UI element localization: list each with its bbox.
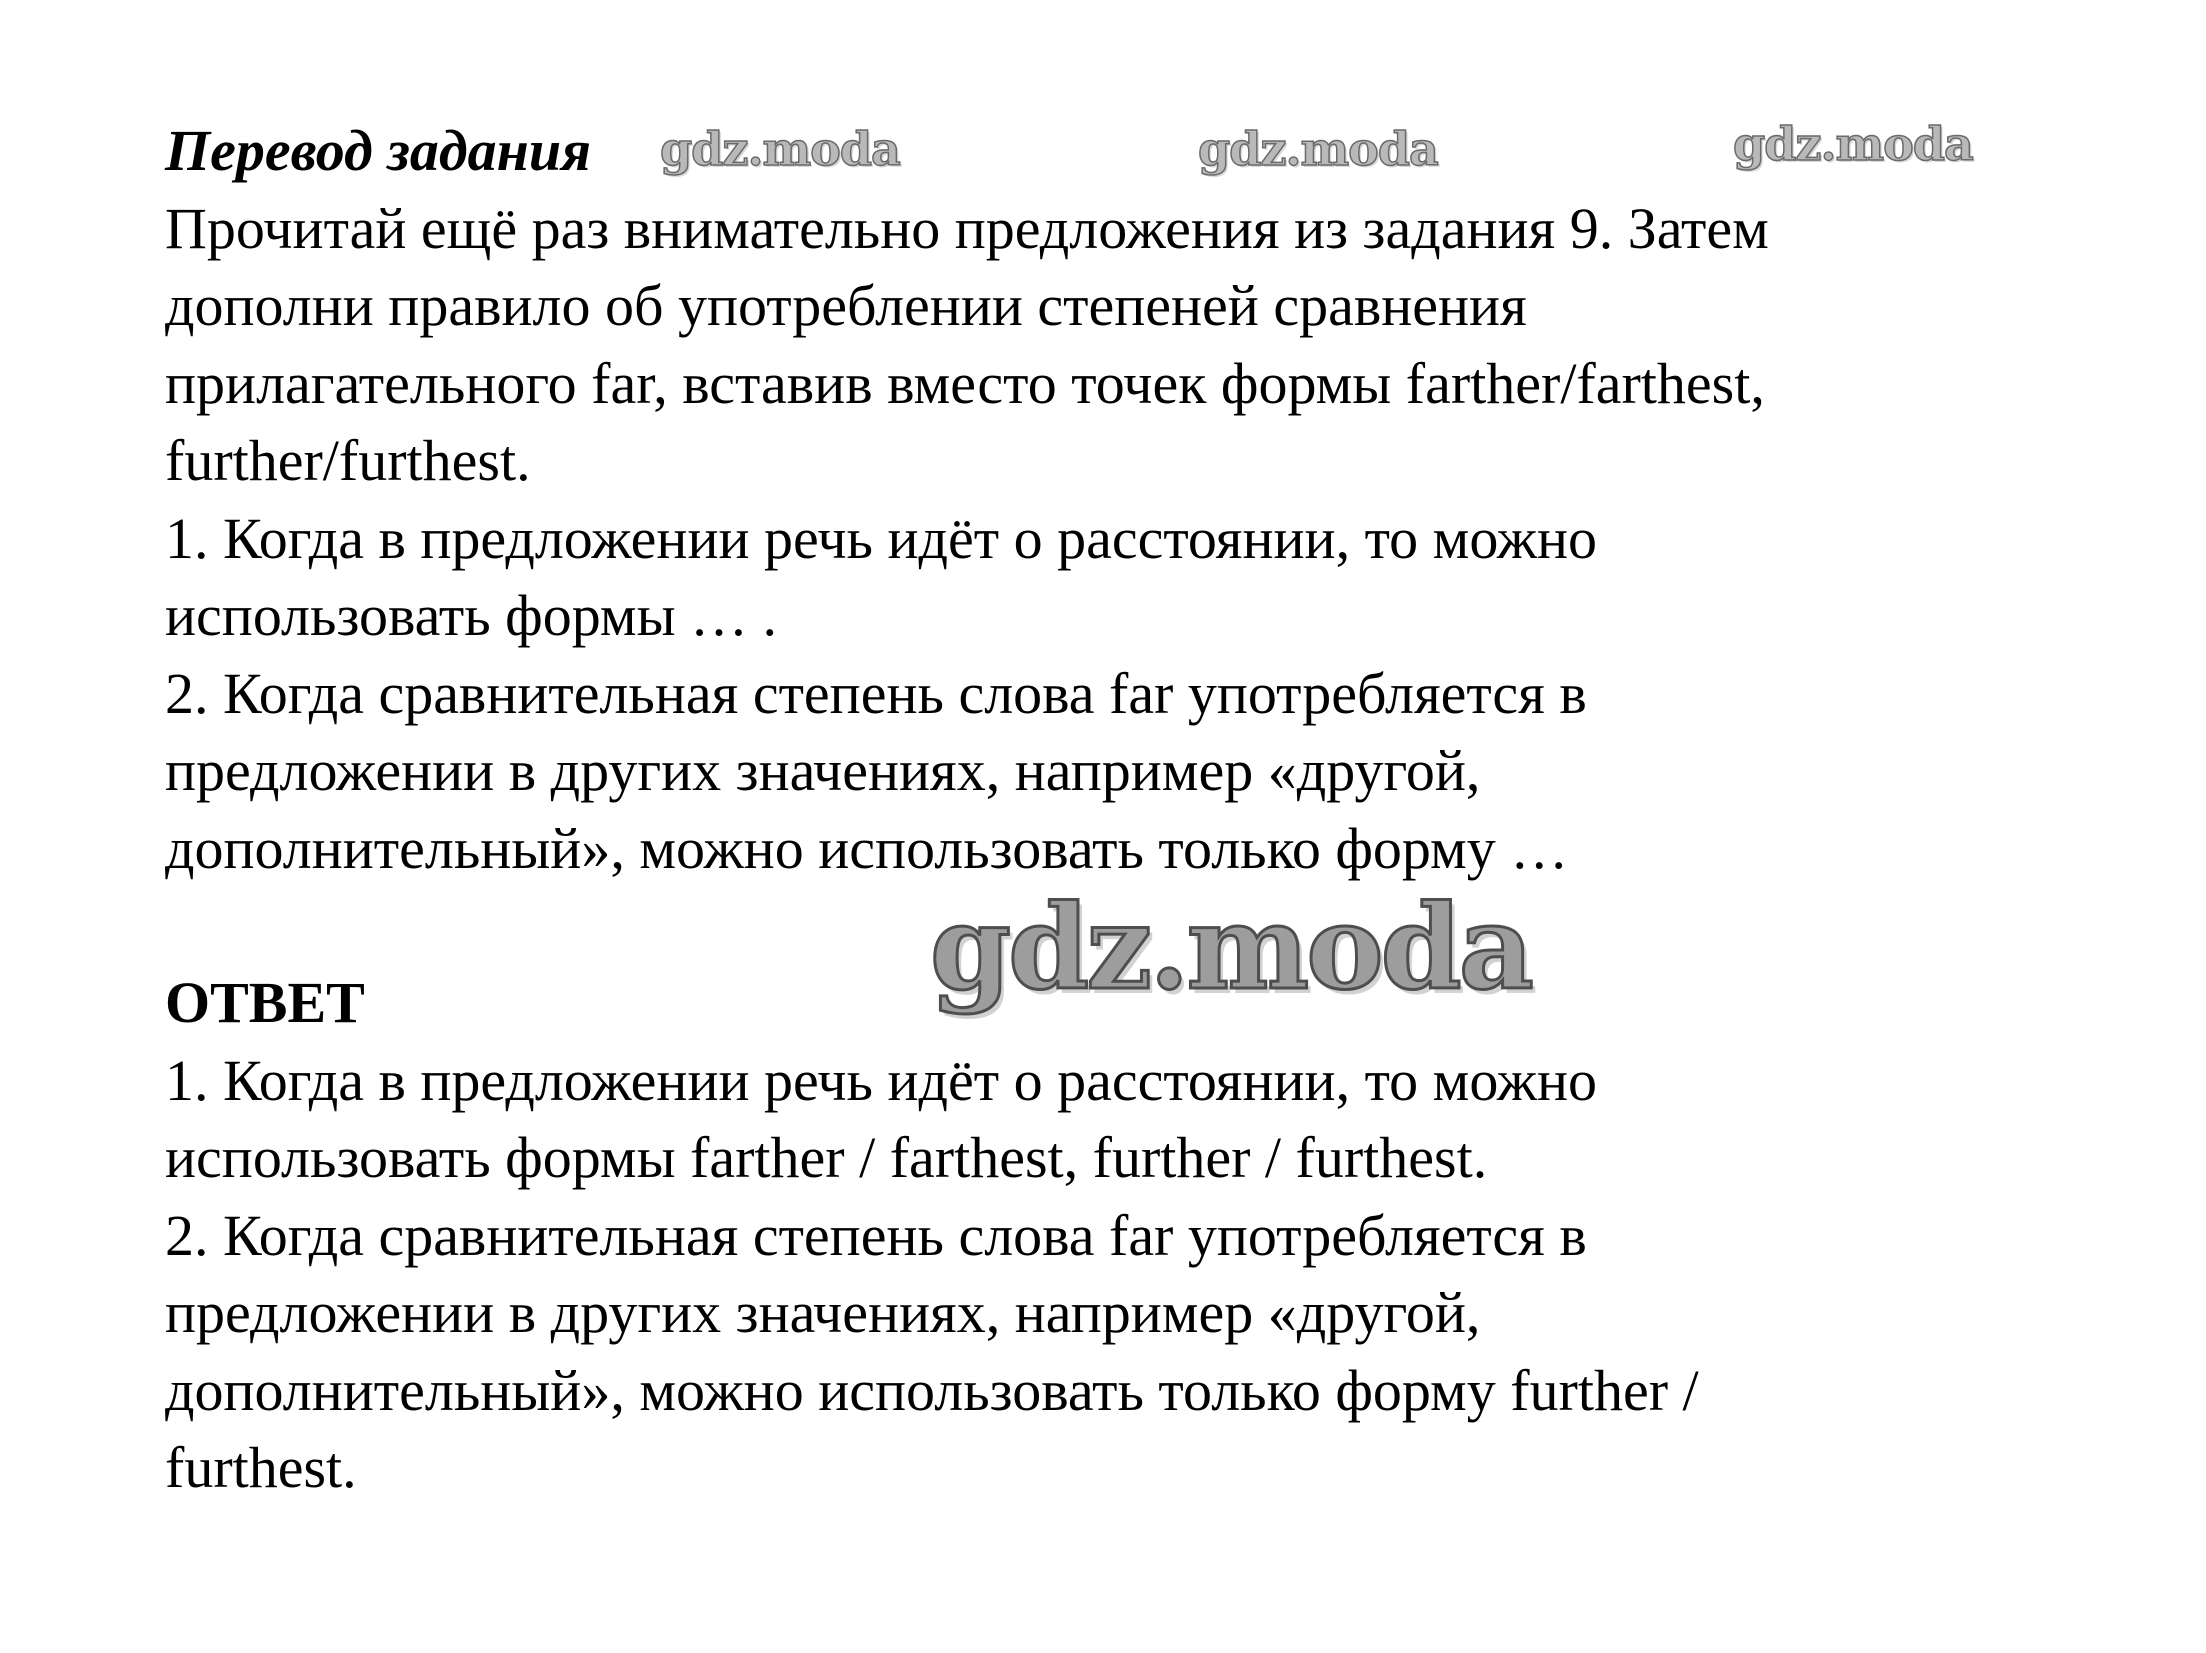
task-line: дополни правило об употреблении степеней сравнения xyxy=(165,273,1527,338)
watermark-small: gdz.moda xyxy=(660,122,900,176)
task-heading: Перевод задания xyxy=(165,118,591,183)
task-line: использовать формы … . xyxy=(165,583,778,648)
answer-line: 1. Когда в предложении речь идёт о расстоянии, то можно xyxy=(165,1047,1598,1113)
task-line: Прочитай ещё раз внимательно предложения из задания 9. Затем xyxy=(165,195,1769,261)
watermark-large: gdz.moda xyxy=(930,880,1531,1016)
answer-heading: ОТВЕТ xyxy=(165,970,365,1035)
answer-line: 2. Когда сравнительная степень слова far употребляется в xyxy=(165,1202,1587,1268)
task-line: 2. Когда сравнительная степень слова far употребляется в xyxy=(165,660,1587,726)
document-text xyxy=(165,112,2125,1507)
answer-line: использовать формы farther / farthest, further / furthest. xyxy=(165,1125,1488,1190)
task-line: 1. Когда в предложении речь идёт о расстоянии, то можно xyxy=(165,505,1598,571)
answer-line: furthest. xyxy=(165,1435,357,1500)
answer-line: дополнительный», можно использовать только форму further / xyxy=(165,1357,1699,1423)
task-line: предложении в других значениях, например «другой, xyxy=(165,738,1481,803)
task-line: прилагательного far, вставив вместо точек формы farther/farthest, xyxy=(165,350,1765,416)
watermark-small: gdz.moda xyxy=(1733,117,1973,171)
watermark-small: gdz.moda xyxy=(1198,122,1438,176)
task-line: further/furthest. xyxy=(165,428,531,493)
answer-line: предложении в других значениях, например «другой, xyxy=(165,1280,1481,1345)
task-line: дополнительный», можно использовать только форму … xyxy=(165,815,1569,881)
